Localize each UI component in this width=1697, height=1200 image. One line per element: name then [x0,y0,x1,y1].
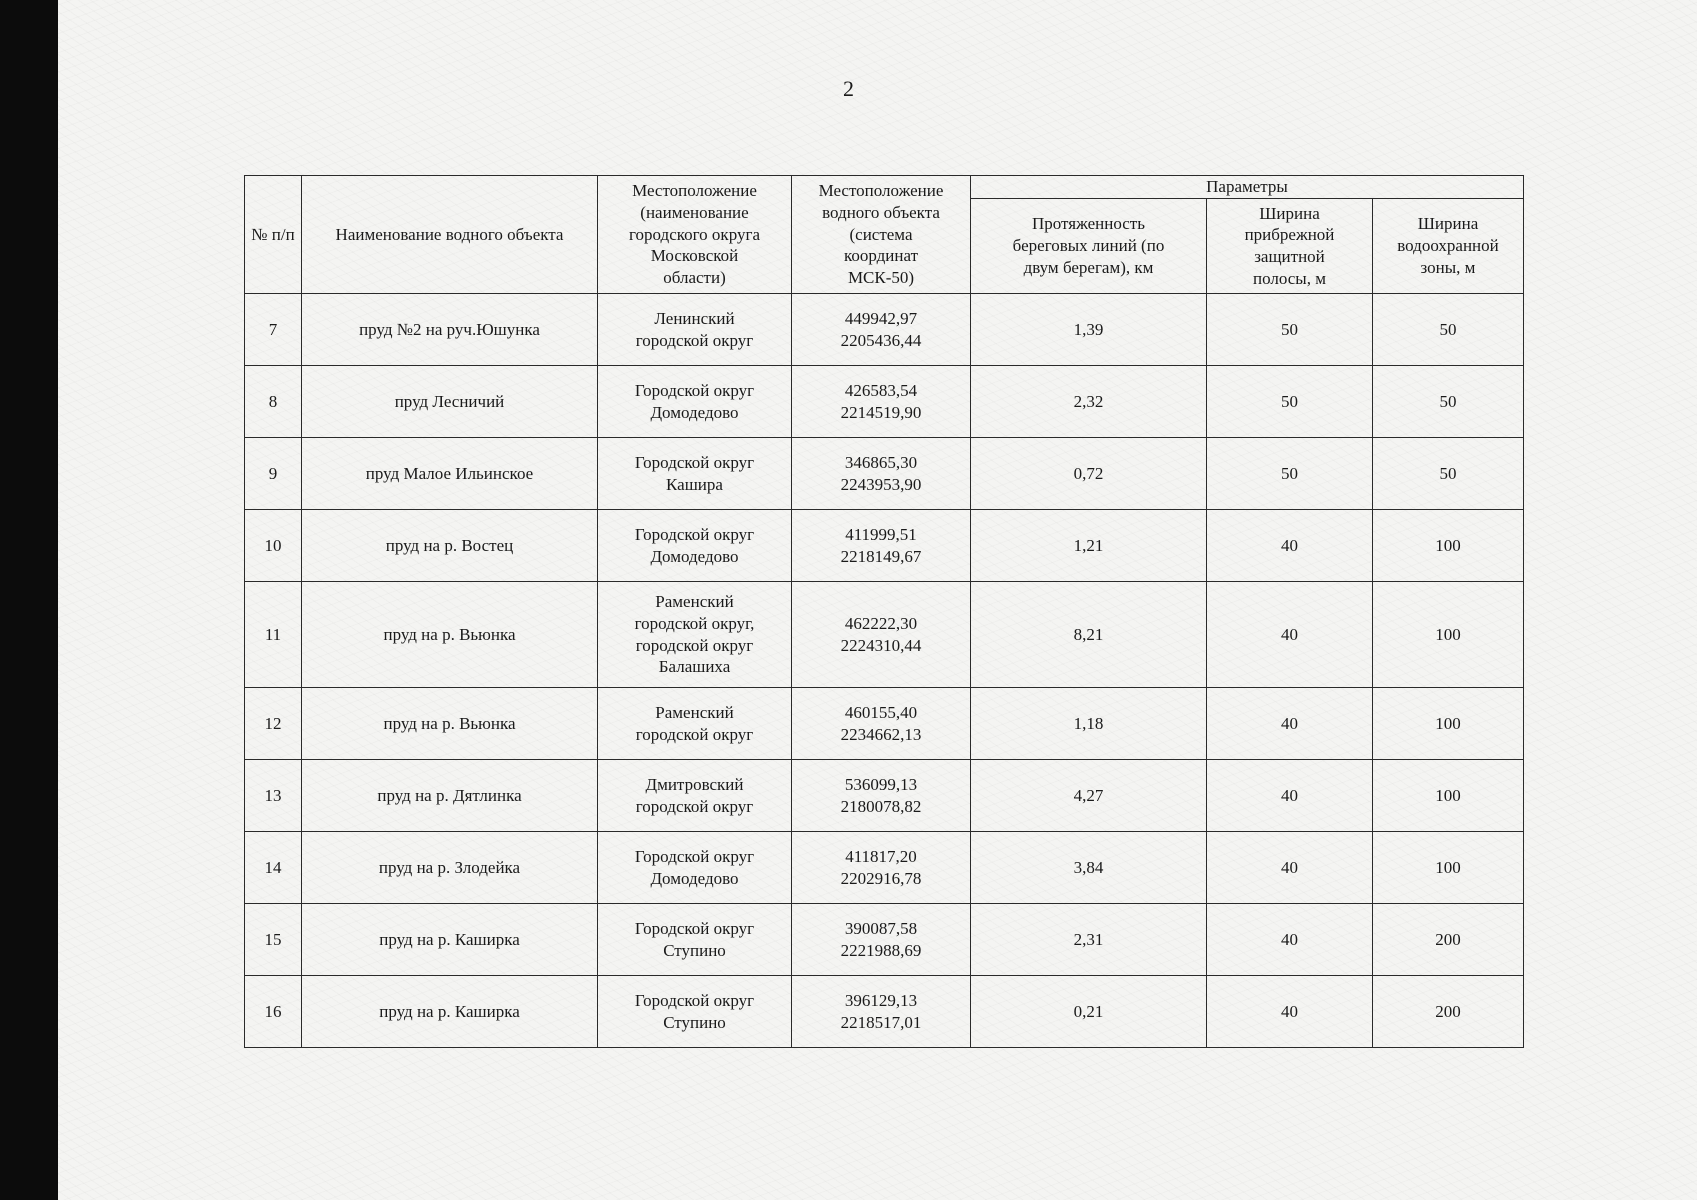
cell-coastal: 40 [1207,510,1373,582]
cell-location-line: Ступино [663,1012,726,1032]
table-row [245,976,1524,1048]
cell-coord-y: 2202916,78 [840,868,922,888]
cell-name: пруд на р. Вьюнка [302,688,598,760]
cell-location-line: Ленинский [654,308,735,328]
cell-location-line: Городской округ [634,380,755,400]
cell-location-line: Раменский [655,702,734,722]
cell-coord-y: 2180078,82 [840,796,922,816]
cell-coords [792,832,971,904]
header-waterzone-line: зоны, м [1420,257,1476,277]
cell-num: 9 [245,438,302,510]
cell-num: 12 [245,688,302,760]
cell-location [598,438,792,510]
cell-location [598,832,792,904]
cell-coord-x: 396129,13 [844,990,918,1010]
cell-location [598,760,792,832]
cell-coords [792,582,971,688]
cell-coastal: 50 [1207,294,1373,366]
cell-waterzone: 100 [1373,760,1524,832]
cell-name: пруд на р. Каширка [302,904,598,976]
cell-location [598,366,792,438]
cell-num: 14 [245,832,302,904]
cell-coastal: 50 [1207,366,1373,438]
cell-coord-x: 462222,30 [844,613,918,633]
header-location-line: области) [663,268,726,288]
cell-name: пруд на р. Дятлинка [302,760,598,832]
cell-length: 0,21 [971,976,1207,1048]
header-waterzone-line: Ширина [1417,214,1479,234]
header-location-line: городского округа [628,224,760,244]
cell-coord-y: 2218149,67 [840,546,922,566]
header-coords-line: МСК-50) [847,268,915,288]
header-location-line: Местоположение [632,181,757,201]
header-name: Наименование водного объекта [302,176,598,294]
cell-coord-y: 2221988,69 [840,940,922,960]
cell-location [598,510,792,582]
header-location-line: Московской [650,246,739,266]
cell-name: пруд Лесничий [302,366,598,438]
table-row [245,688,1524,760]
cell-coords [792,760,971,832]
table-row [245,582,1524,688]
cell-num: 8 [245,366,302,438]
cell-coord-x: 411817,20 [845,846,917,866]
cell-coords [792,688,971,760]
cell-name: пруд на р. Вьюнка [302,582,598,688]
cell-location-line: городской округ [635,635,754,655]
cell-name: пруд на р. Востец [302,510,598,582]
cell-waterzone: 100 [1373,832,1524,904]
cell-coord-y: 2224310,44 [840,635,922,655]
cell-length: 1,18 [971,688,1207,760]
header-num: № п/п [245,176,302,294]
cell-location-line: городской округ [635,724,754,744]
cell-length: 1,21 [971,510,1207,582]
cell-location-line: Городской округ [634,918,755,938]
cell-name: пруд на р. Злодейка [302,832,598,904]
cell-location-line: городской округ [635,796,754,816]
header-coastal [1207,199,1373,294]
cell-length: 3,84 [971,832,1207,904]
cell-num: 7 [245,294,302,366]
cell-coord-y: 2214519,90 [840,402,922,422]
cell-coord-x: 346865,30 [844,452,918,472]
header-length [971,199,1207,294]
table-row [245,294,1524,366]
header-location [598,176,792,294]
cell-coastal: 40 [1207,688,1373,760]
water-objects-table [244,175,1524,1048]
header-coords [792,176,971,294]
page-number: 2 [843,76,854,101]
cell-location-line: Ступино [663,940,726,960]
cell-location-line: Балашиха [658,657,731,677]
cell-name: пруд на р. Каширка [302,976,598,1048]
cell-num: 11 [245,582,302,688]
cell-waterzone: 50 [1373,366,1524,438]
cell-coord-x: 460155,40 [844,702,918,722]
header-coords-line: Местоположение [818,181,944,201]
cell-num: 13 [245,760,302,832]
header-length-line: Протяженность [1032,214,1145,234]
cell-waterzone: 100 [1373,510,1524,582]
cell-location-line: Дмитровский [645,774,744,794]
cell-location [598,976,792,1048]
header-coastal-line: защитной [1254,247,1325,266]
cell-coord-x: 390087,58 [844,918,918,938]
cell-location-line: Домодедово [650,868,739,888]
header-params: Параметры [971,176,1524,199]
cell-location-line: городской округ [635,330,754,350]
cell-coord-x: 536099,13 [844,774,918,794]
cell-location-line: Городской округ [634,452,755,472]
header-coords-line: координат [843,246,919,266]
cell-coord-y: 2243953,90 [840,474,922,494]
cell-location-line: Домодедово [650,402,739,422]
cell-coastal: 40 [1207,582,1373,688]
header-coastal-line: полосы, м [1252,268,1326,288]
cell-location [598,904,792,976]
cell-waterzone: 50 [1373,438,1524,510]
header-coastal-line: Ширина [1259,203,1320,223]
cell-coord-x: 426583,54 [844,380,918,400]
cell-coords [792,976,971,1048]
header-length-line: береговых линий (по [1012,236,1165,256]
cell-length: 0,72 [971,438,1207,510]
cell-num: 16 [245,976,302,1048]
cell-location [598,688,792,760]
table-row [245,438,1524,510]
header-waterzone [1373,199,1524,294]
table-row [245,832,1524,904]
header-coords-line: (система [849,224,913,244]
cell-location-line: Кашира [666,474,723,494]
header-length-line: двум берегам), км [1023,257,1154,277]
cell-num: 10 [245,510,302,582]
cell-location-line: Раменский [655,592,734,611]
cell-length: 1,39 [971,294,1207,366]
cell-coastal: 50 [1207,438,1373,510]
cell-location-line: Городской округ [634,524,755,544]
cell-coastal: 40 [1207,832,1373,904]
header-coastal-line: прибрежной [1244,225,1335,245]
header-waterzone-line: водоохранной [1397,236,1499,256]
cell-coastal: 40 [1207,904,1373,976]
cell-coastal: 40 [1207,760,1373,832]
table-row [245,760,1524,832]
cell-coord-y: 2205436,44 [840,330,922,350]
scan-left-border [0,0,58,1200]
cell-coords [792,438,971,510]
cell-length: 4,27 [971,760,1207,832]
cell-name: пруд Малое Ильинское [302,438,598,510]
cell-length: 2,32 [971,366,1207,438]
cell-location-line: Домодедово [650,546,739,566]
cell-coords [792,294,971,366]
cell-waterzone: 200 [1373,976,1524,1048]
cell-coord-y: 2234662,13 [840,724,922,744]
cell-waterzone: 100 [1373,582,1524,688]
cell-name: пруд №2 на руч.Юшунка [302,294,598,366]
cell-waterzone: 50 [1373,294,1524,366]
table-row [245,510,1524,582]
cell-location-line: Городской округ [634,846,755,866]
table-row [245,366,1524,438]
cell-coastal: 40 [1207,976,1373,1048]
header-location-line: (наименование [640,202,749,222]
header-coords-line: водного объекта [822,202,940,222]
cell-coord-y: 2218517,01 [840,1012,922,1032]
cell-location [598,582,792,688]
cell-location [598,294,792,366]
header-row-1 [245,176,1524,199]
cell-coords [792,904,971,976]
cell-coord-x: 411999,51 [845,524,917,544]
cell-length: 8,21 [971,582,1207,688]
cell-location-line: городской округ, [634,613,755,633]
cell-coords [792,366,971,438]
cell-waterzone: 100 [1373,688,1524,760]
cell-location-line: Городской округ [634,990,755,1010]
cell-coord-x: 449942,97 [844,308,918,328]
cell-length: 2,31 [971,904,1207,976]
table-row [245,904,1524,976]
cell-num: 15 [245,904,302,976]
cell-waterzone: 200 [1373,904,1524,976]
cell-coords [792,510,971,582]
